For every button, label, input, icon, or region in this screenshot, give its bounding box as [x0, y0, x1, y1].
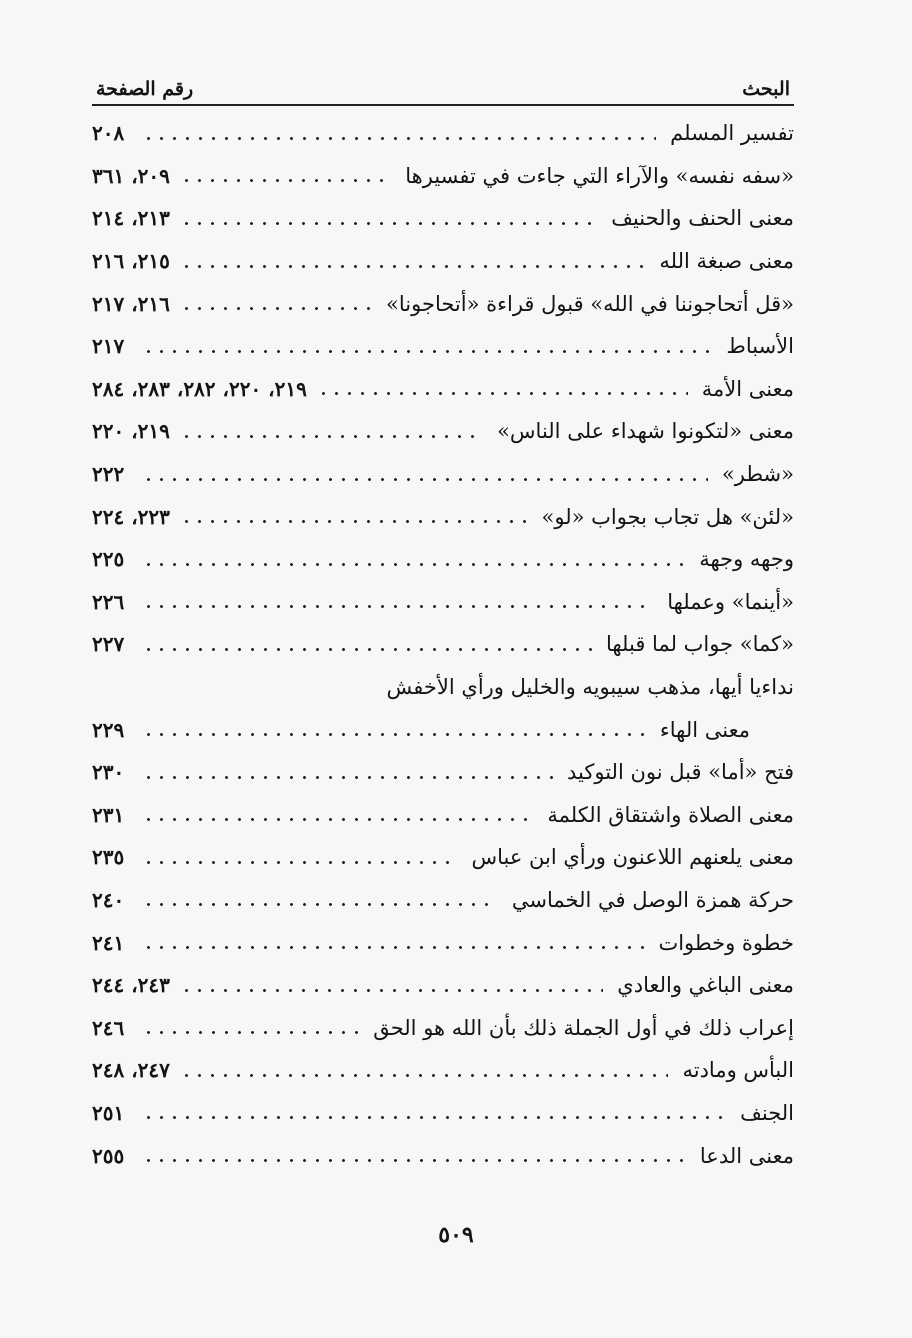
entry-topic: الجنف [740, 1100, 794, 1125]
index-entry [92, 538, 794, 581]
index-entry [92, 495, 794, 538]
entry-pages: ٢٤٠ [92, 887, 125, 912]
entry-topic: معنى الباغي والعادي [617, 973, 794, 998]
entry-topic: الأسباط [726, 334, 794, 359]
index-entry [92, 197, 794, 240]
dot-leader [180, 222, 597, 225]
entry-pages: ٢٥٥ [92, 1143, 125, 1168]
entry-topic: «أينما» وعملها [667, 589, 794, 614]
entry-pages: ٢١٦، ٢١٧ [92, 291, 170, 316]
index-entry [92, 368, 794, 411]
entry-topic: «كما» جواب لما قبلها [605, 632, 794, 657]
dot-leader [180, 520, 528, 523]
entry-pages: ٢٣١ [92, 802, 125, 827]
entry-pages: ٢٢٣، ٢٢٤ [92, 504, 170, 529]
index-entry [92, 751, 794, 794]
dot-leader [142, 563, 685, 566]
entry-pages: ٢٤٧، ٢٤٨ [92, 1058, 170, 1083]
entry-topic: «قل أتحاجوننا في الله» قبول قراءة «أتحاجونا» [386, 291, 794, 316]
entry-topic: معنى الهاء [659, 717, 750, 742]
entry-pages: ٢٥١ [92, 1100, 125, 1125]
entry-pages: ٢٤٣، ٢٤٤ [92, 973, 170, 998]
index-entry [92, 666, 794, 709]
dot-leader [317, 392, 688, 395]
page-column-header: رقم الصفحة [96, 78, 194, 100]
entry-topic: معنى الدعا [699, 1143, 794, 1168]
index-entry [92, 836, 794, 879]
index-entries [92, 112, 794, 1177]
entry-pages: ٢١٩، ٢٢٠ [92, 419, 170, 444]
entry-pages: ٢٣٠ [92, 760, 125, 785]
index-entry [92, 453, 794, 496]
entry-topic: «سفه نفسه» والآراء التي جاءت في تفسيرها [405, 163, 794, 188]
dot-leader [142, 478, 708, 481]
index-entry [92, 112, 794, 155]
entry-topic: معنى «لتكونوا شهداء على الناس» [497, 419, 794, 444]
entry-pages: ٢٢٧ [92, 632, 125, 657]
index-entry [92, 240, 794, 283]
entry-topic: نداءيا أيها، مذهب سيبويه والخليل ورأي الأخفش [386, 675, 794, 700]
entry-topic: حركة همزة الوصل في الخماسي [511, 887, 794, 912]
entry-pages: ٢٢٦ [92, 589, 125, 614]
index-entry [92, 879, 794, 922]
dot-leader [180, 265, 646, 268]
index-entry [92, 794, 794, 837]
entry-topic: فتح «أما» قبل نون التوكيد [567, 760, 794, 785]
entry-topic: معنى الأمة [701, 376, 794, 401]
index-entry [92, 1134, 794, 1177]
entry-pages: ٢٠٨ [92, 121, 125, 146]
page-number: ٥٠٩ [438, 1222, 474, 1248]
dot-leader [142, 733, 646, 736]
dot-leader [142, 903, 498, 906]
dot-leader [180, 435, 483, 438]
entry-pages: ٢١٧ [92, 334, 125, 359]
entry-topic: خطوة وخطوات [658, 930, 794, 955]
entry-topic: «شطر» [721, 462, 794, 487]
dot-leader [180, 989, 603, 992]
index-header [92, 62, 794, 106]
entry-pages: ٢١٣، ٢١٤ [92, 206, 170, 231]
dot-leader [180, 1074, 669, 1077]
topic-column-header: البحث [742, 78, 790, 100]
index-entry [92, 1006, 794, 1049]
index-entry [92, 964, 794, 1007]
entry-pages: ٢٠٩، ٣٦١ [92, 163, 170, 188]
entry-topic: تفسير المسلم [670, 121, 794, 146]
index-entry [92, 1092, 794, 1135]
entry-pages: ٢٤٦ [92, 1015, 125, 1040]
dot-leader [142, 861, 457, 864]
index-entry [92, 581, 794, 624]
dot-leader [142, 605, 653, 608]
dot-leader [142, 137, 656, 140]
entry-topic: إعراب ذلك في أول الجملة ذلك بأن الله هو الحق [373, 1015, 794, 1040]
index-entry [92, 410, 794, 453]
dot-leader [180, 307, 372, 310]
entry-pages: ٢٣٥ [92, 845, 125, 870]
index-entry [92, 921, 794, 964]
index-page [92, 62, 794, 1177]
entry-topic: معنى الحنف والحنيف [611, 206, 794, 231]
entry-topic: «لئن» هل تجاب بجواب «لو» [541, 504, 794, 529]
entry-topic: معنى يلعنهم اللاعنون ورأي ابن عباس [471, 845, 794, 870]
dot-leader [142, 648, 592, 651]
index-entry [92, 325, 794, 368]
dot-leader [142, 818, 533, 821]
dot-leader [142, 1116, 726, 1119]
dot-leader [142, 946, 644, 949]
entry-topic: معنى الصلاة واشتقاق الكلمة [547, 802, 794, 827]
index-entry [92, 1049, 794, 1092]
index-entry [92, 708, 794, 751]
index-entry [92, 155, 794, 198]
entry-pages: ٢٤١ [92, 930, 125, 955]
entry-pages: ٢١٩، ٢٢٠، ٢٨٢، ٢٨٣، ٢٨٤ [92, 376, 307, 401]
dot-leader [142, 1031, 359, 1034]
entry-topic: البأس ومادته [682, 1058, 794, 1083]
entry-topic: معنى صبغة الله [659, 249, 794, 274]
dot-leader [142, 776, 553, 779]
dot-leader [142, 1159, 686, 1162]
entry-topic: وجهه وجهة [699, 547, 794, 572]
dot-leader [142, 350, 712, 353]
index-entry [92, 282, 794, 325]
entry-pages: ٢٢٥ [92, 547, 125, 572]
entry-pages: ٢١٥، ٢١٦ [92, 249, 170, 274]
entry-pages: ٢٢٩ [92, 717, 125, 742]
index-entry [92, 623, 794, 666]
entry-pages: ٢٢٢ [92, 462, 125, 487]
dot-leader [180, 179, 391, 182]
